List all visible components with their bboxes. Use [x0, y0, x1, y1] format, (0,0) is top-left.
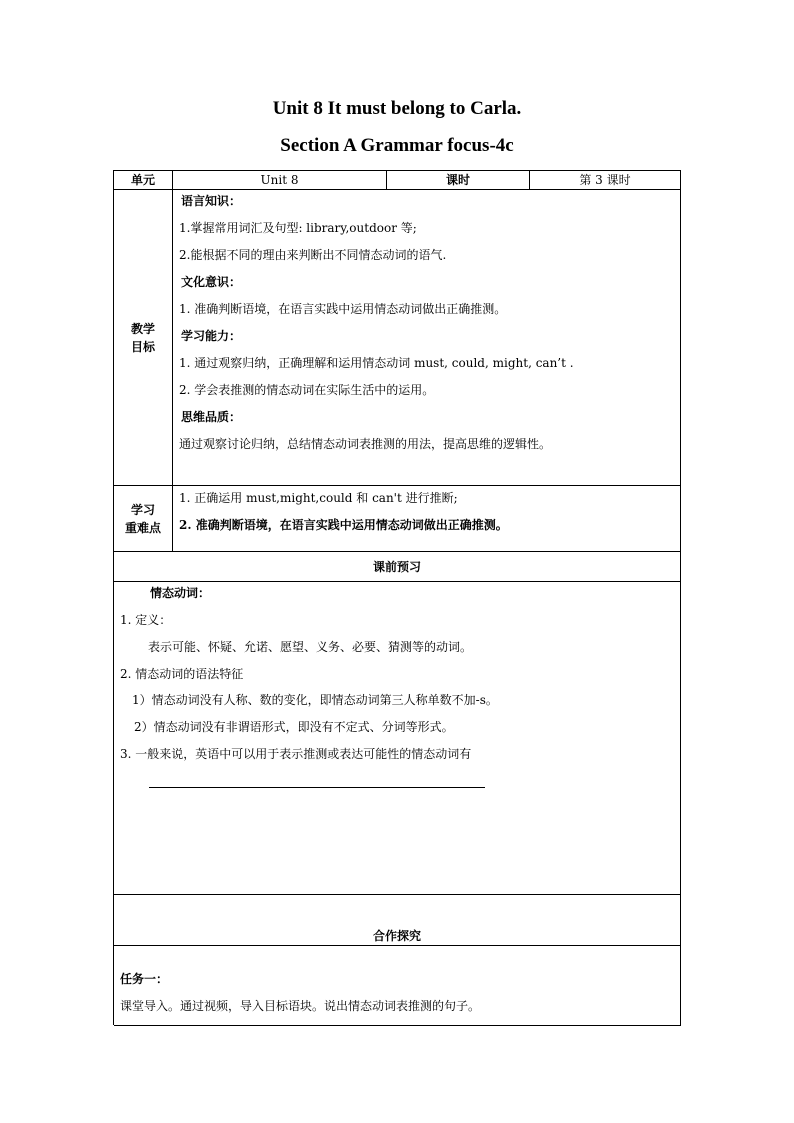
- lesson-plan-table: [113, 170, 681, 1025]
- page-title: Unit 8 It must belong to Carla.: [272, 98, 522, 119]
- objectives-line: 1. 准确判断语境，在语言实践中运用情态动词做出正确推测。: [179, 302, 507, 316]
- key-points-line: 2. 准确判断语境，在语言实践中运用情态动词做出正确推测。: [179, 518, 508, 532]
- objectives-line: 1.掌握常用词汇及句型: library,outdoor 等;: [179, 221, 417, 235]
- key-points-line: 1. 正确运用 must,might,could 和 can't 进行推断;: [179, 491, 458, 505]
- objectives-label: [114, 190, 173, 486]
- objectives-line: 语言知识：: [181, 194, 242, 208]
- preview-line: 1. 定义：: [120, 613, 172, 627]
- preview-content: [114, 582, 681, 895]
- preview-line: 2）情态动词没有非谓语形式，即没有不定式、分词等形式。: [134, 720, 454, 734]
- answer-blank-line[interactable]: [149, 787, 485, 788]
- cooperation-title: 合作探究: [114, 895, 681, 946]
- key-points-label: [114, 486, 173, 552]
- preview-title: 课前预习: [114, 552, 681, 582]
- page-subtitle: Section A Grammar focus-4c: [280, 135, 514, 156]
- objectives-line: 1. 通过观察归纳，正确理解和运用情态动词 must, could, might, can’t .: [179, 356, 574, 370]
- objectives-line: 2.能根据不同的理由来判断出不同情态动词的语气.: [179, 248, 447, 262]
- preview-line: 表示可能、怀疑、允诺、愿望、义务、必要、猜测等的动词。: [148, 640, 473, 654]
- objectives-line: 学习能力：: [181, 329, 242, 343]
- objectives-line: 思维品质：: [181, 410, 242, 424]
- period-value: 第 3 课时: [530, 171, 681, 190]
- preview-line: 情态动词：: [150, 586, 211, 600]
- key-points-content: [173, 486, 681, 552]
- key-points-label-line2: 重难点: [124, 520, 161, 535]
- unit-label: 单元: [114, 171, 173, 190]
- preview-line: 3. 一般来说，英语中可以用于表示推测或表达可能性的情态动词有: [120, 747, 472, 761]
- objectives-line: 2. 学会表推测的情态动词在实际生活中的运用。: [179, 383, 435, 397]
- cooperation-content: [114, 946, 681, 1026]
- objectives-line: 文化意识：: [181, 275, 242, 289]
- key-points-label-line1: 学习: [130, 502, 155, 517]
- objectives-label-line1: 教学: [130, 321, 155, 336]
- unit-value: Unit 8: [173, 171, 387, 190]
- objectives-content: [173, 190, 681, 486]
- objectives-label-line2: 目标: [130, 339, 155, 354]
- task-label: 任务一：: [120, 972, 169, 986]
- preview-line: 1）情态动词没有人称、数的变化，即情态动词第三人称单数不加-s。: [132, 693, 498, 707]
- objectives-line: 通过观察讨论归纳，总结情态动词表推测的用法，提高思维的逻辑性。: [179, 437, 552, 451]
- task-text: 课堂导入。通过视频，导入目标语块。说出情态动词表推测的句子。: [120, 999, 481, 1013]
- period-label: 课时: [387, 171, 530, 190]
- preview-line: 2. 情态动词的语法特征: [120, 667, 244, 681]
